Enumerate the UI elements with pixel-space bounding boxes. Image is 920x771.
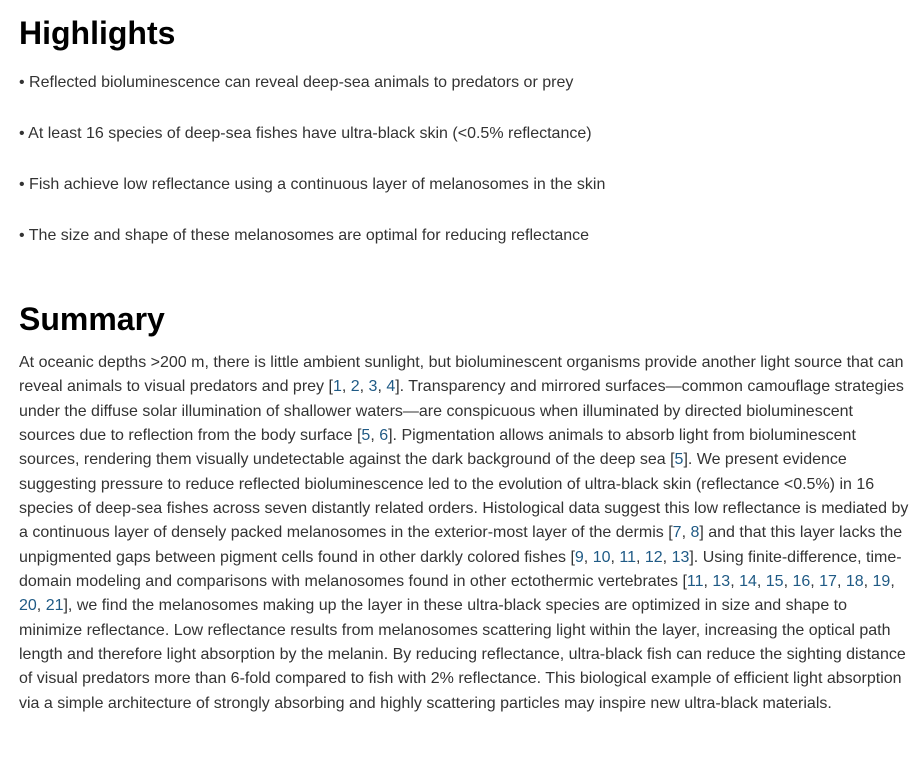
summary-text-segment: , (662, 548, 672, 566)
reference-link[interactable]: 14 (739, 573, 757, 591)
summary-section (19, 300, 914, 716)
highlight-text: Reflected bioluminescence can reveal deep-sea animals to predators or prey (29, 74, 574, 91)
reference-link[interactable]: 2 (350, 378, 360, 396)
summary-text-segment: , (730, 573, 740, 591)
reference-link[interactable]: 13 (712, 573, 731, 591)
summary-text-segment: ]. We present evidence suggesting pressure to reduce reflected bioluminescence led to the evolution of ultra-black skin (reflectance <0.5%) in 16 species of deep-sea fishes across seven distantly related orders. Histological data suggest this low reflectance is mediated by a continuous layer of densely packed melanosomes in the exterior-most layer of the dermis [ (19, 451, 909, 542)
highlight-item: • Reflected bioluminescence can reveal deep-sea animals to predators or prey (19, 74, 574, 91)
summary-text-segment: , (681, 524, 691, 542)
highlights-section (19, 0, 914, 246)
summary-text-segment: , (890, 573, 895, 591)
summary-text-segment: , (341, 378, 351, 396)
reference-link[interactable]: 15 (765, 573, 784, 591)
highlight-text: At least 16 species of deep-sea fishes have ultra-black skin (<0.5% reflectance) (28, 125, 592, 142)
summary-paragraph (19, 351, 911, 716)
highlight-text: Fish achieve low reflectance using a continuous layer of melanosomes in the skin (29, 176, 606, 193)
summary-text-segment: ]. Using finite-difference, time-domain modeling and comparisons with melanosomes found in other ectothermic vertebrates [ (19, 548, 902, 591)
reference-link[interactable]: 8 (690, 524, 700, 542)
reference-link[interactable]: 11 (619, 548, 636, 566)
reference-link[interactable]: 5 (361, 427, 371, 445)
reference-link[interactable]: 17 (819, 573, 837, 591)
highlight-item: • Fish achieve low reflectance using a continuous layer of melanosomes in the skin (19, 176, 606, 193)
summary-text-segment: , (583, 548, 593, 566)
summary-text-segment: , (635, 548, 645, 566)
reference-link[interactable]: 4 (386, 378, 396, 396)
summary-text-segment: ] and that this layer lacks the unpigmented gaps between pigment cells found in other darkly colored fishes [ (19, 524, 903, 566)
summary-text-segment: , (359, 378, 369, 396)
highlights-list (19, 73, 914, 246)
reference-link[interactable]: 12 (644, 548, 663, 566)
summary-text-segment: , (863, 573, 873, 591)
summary-text-segment: , (610, 548, 620, 566)
reference-link[interactable]: 16 (792, 573, 811, 591)
reference-link[interactable]: 7 (672, 524, 682, 542)
highlight-text: The size and shape of these melanosomes are optimal for reducing reflectance (28, 227, 590, 244)
reference-link[interactable]: 9 (574, 548, 584, 566)
reference-link[interactable]: 11 (686, 573, 704, 591)
summary-text-segment: , (756, 573, 766, 591)
summary-text-segment: , (810, 573, 820, 591)
reference-link[interactable]: 19 (872, 573, 891, 591)
reference-link[interactable]: 1 (332, 378, 342, 396)
reference-link[interactable]: 3 (368, 378, 378, 396)
reference-link[interactable]: 18 (845, 573, 864, 591)
reference-link[interactable]: 13 (671, 548, 690, 566)
highlights-heading: Highlights (19, 15, 176, 51)
highlight-item: • At least 16 species of deep-sea fishes have ultra-black skin (<0.5% reflectance) (19, 125, 592, 142)
summary-text-segment: , (36, 597, 46, 615)
summary-text-segment: , (703, 573, 713, 591)
reference-link[interactable]: 20 (19, 597, 37, 615)
summary-text-segment: , (370, 427, 380, 445)
reference-link[interactable]: 6 (379, 427, 389, 445)
reference-link[interactable]: 10 (592, 548, 611, 566)
summary-text-segment: ]. Pigmentation allows animals to absorb light from bioluminescent sources, rendering them visually undetectable against the dark background of the deep sea [ (19, 427, 856, 469)
summary-text-segment: ]. Transparency and mirrored surfaces—common camouflage strategies under the diffuse solar illumination of shallower waters—are conspicuous when illuminated by directed bioluminescent sources due to reflection from the body surface [ (19, 378, 904, 445)
reference-link[interactable]: 21 (45, 597, 64, 615)
summary-text-segment: ], we find the melanosomes making up the layer in these ultra-black species are optimized in size and shape to minimize reflectance. Low reflectance results from melanosomes scattering light within the layer, increasing the optical path length and therefore light absorption by the melanin. By reducing reflectance, ultra-black fish can reduce the sighting distance of visual predators more than 6-fold compared to fish with 2% reflectance. This biological example of efficient light absorption via a simple architecture of strongly absorbing and highly scattering particles may inspire new ultra-black materials. (19, 597, 906, 712)
summary-text-segment: , (377, 378, 387, 396)
summary-heading: Summary (19, 301, 165, 337)
reference-link[interactable]: 5 (674, 451, 684, 469)
highlight-item: • The size and shape of these melanosomes are optimal for reducing reflectance (19, 227, 590, 244)
summary-text-segment: , (783, 573, 793, 591)
summary-text-segment: , (836, 573, 846, 591)
summary-text-segment: At oceanic depths >200 m, there is little ambient sunlight, but bioluminescent organisms provide another light source that can reveal animals to visual predators and prey [ (19, 354, 904, 396)
